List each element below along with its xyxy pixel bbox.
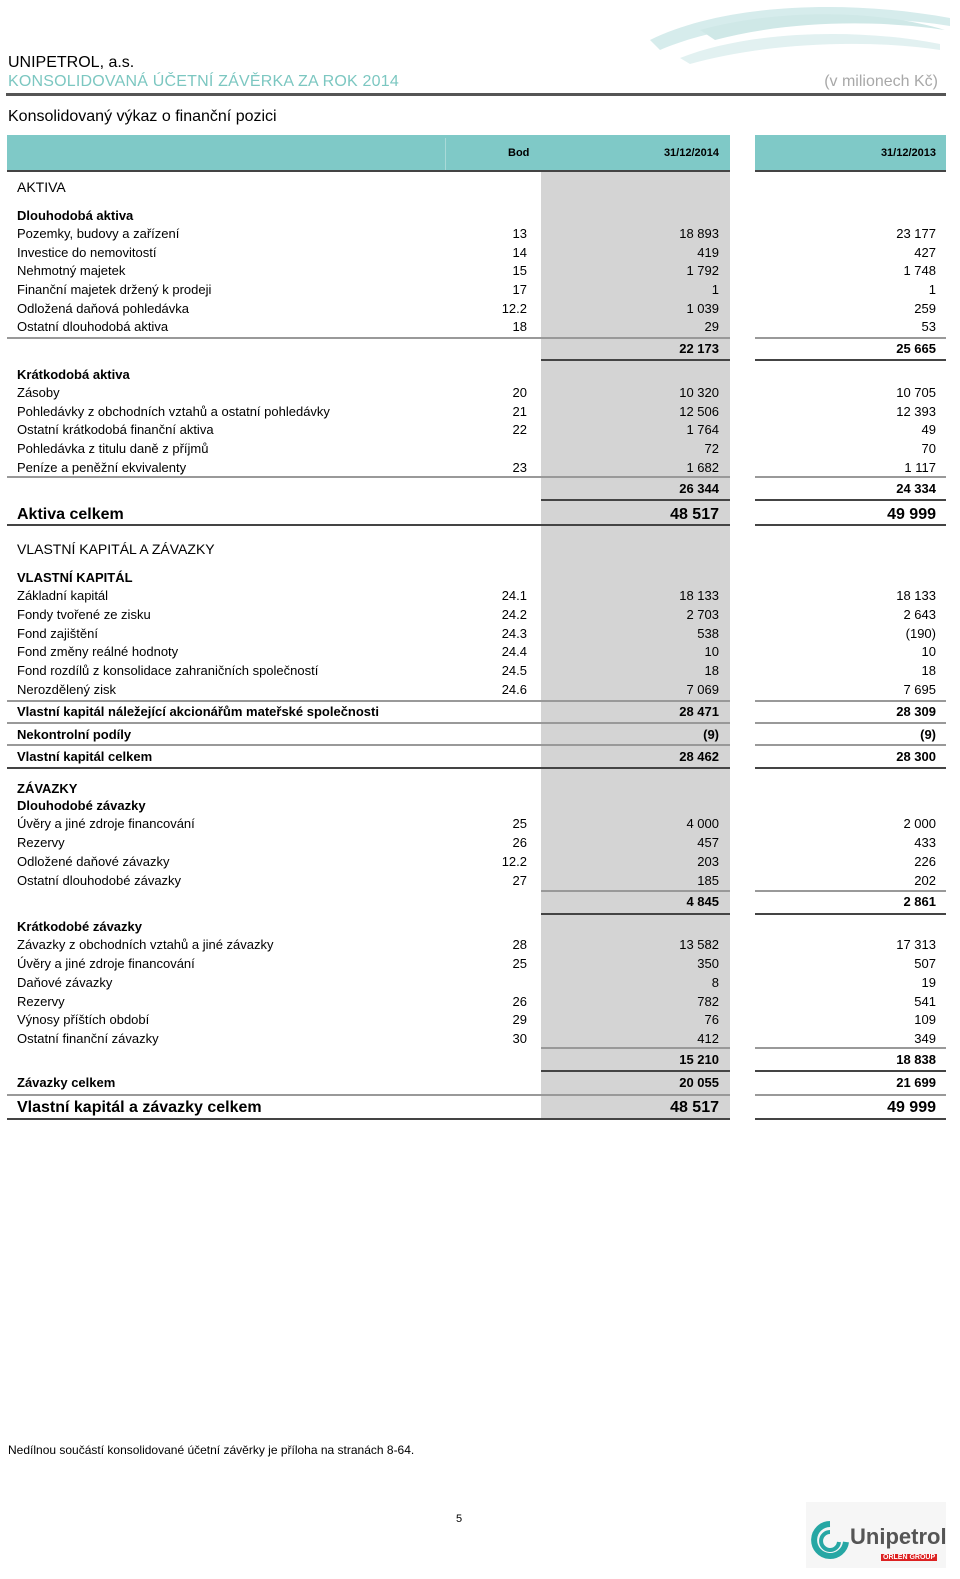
row-label: Závazky z obchodních vztahů a jiné závazky bbox=[17, 937, 274, 952]
row-note: 26 bbox=[512, 994, 527, 1009]
value-2013: 49 999 bbox=[887, 1099, 936, 1116]
row-note: 24.5 bbox=[501, 663, 527, 678]
row-note: 12.2 bbox=[501, 854, 527, 869]
table-rule bbox=[755, 524, 946, 526]
row-grand bbox=[0, 1099, 960, 1118]
unipetrol-logo-icon bbox=[810, 1520, 850, 1562]
value-2013: 18 133 bbox=[896, 588, 936, 603]
row-label: Závazky celkem bbox=[17, 1075, 116, 1090]
table-row bbox=[0, 937, 960, 956]
row-note: 20 bbox=[512, 385, 527, 400]
value-2013: 19 bbox=[921, 975, 936, 990]
row-label: Fond rozdílů z konsolidace zahraničních společností bbox=[17, 663, 319, 678]
table-row bbox=[0, 404, 960, 423]
table-rule bbox=[7, 767, 730, 769]
table-rule bbox=[541, 359, 730, 361]
row-note: 28 bbox=[512, 937, 527, 952]
header-separator bbox=[445, 138, 446, 170]
value-2014: 412 bbox=[697, 1031, 719, 1046]
row-note: 24.2 bbox=[501, 607, 527, 622]
value-2014: 185 bbox=[697, 873, 719, 888]
row-note: 24.1 bbox=[501, 588, 527, 603]
row-label: Vlastní kapitál celkem bbox=[17, 749, 153, 764]
table-rule bbox=[755, 700, 946, 702]
table-row bbox=[0, 607, 960, 626]
table-rule bbox=[541, 890, 730, 892]
value-2014: 28 462 bbox=[679, 749, 719, 764]
logo-subtext: ORLEN GROUP bbox=[883, 1554, 936, 1561]
value-2013: 1 117 bbox=[904, 460, 936, 475]
value-2013: 49 999 bbox=[887, 506, 936, 523]
table-rule bbox=[541, 499, 730, 501]
table-row bbox=[0, 1012, 960, 1031]
row-label: Investice do nemovitostí bbox=[17, 245, 157, 260]
value-2013: 28 309 bbox=[896, 704, 936, 719]
table-row bbox=[0, 226, 960, 245]
table-rule bbox=[755, 499, 946, 501]
row-note: 14 bbox=[512, 245, 527, 260]
value-2013: 427 bbox=[914, 245, 936, 260]
value-2014: 350 bbox=[697, 956, 719, 971]
value-2014: 18 bbox=[704, 663, 719, 678]
table-row bbox=[0, 644, 960, 663]
table-row bbox=[0, 422, 960, 441]
row-subtotal bbox=[0, 894, 960, 913]
row-subtotal bbox=[0, 481, 960, 500]
row-label: Fondy tvořené ze zisku bbox=[17, 607, 151, 622]
value-2013: 433 bbox=[914, 835, 936, 850]
row-label: Nekontrolní podíly bbox=[17, 727, 132, 742]
page-number: 5 bbox=[456, 1513, 463, 1525]
row-total bbox=[0, 1075, 960, 1094]
row-subhead bbox=[0, 919, 960, 938]
table-row bbox=[0, 975, 960, 994]
header-underline-2013 bbox=[755, 170, 946, 172]
table-rule bbox=[755, 722, 946, 724]
table-rule bbox=[755, 359, 946, 361]
row-label: Dlouhodobá aktiva bbox=[17, 208, 134, 223]
table-rule bbox=[755, 476, 946, 478]
value-2013: 226 bbox=[914, 854, 936, 869]
value-2014: 7 069 bbox=[686, 682, 719, 697]
value-2014: 22 173 bbox=[679, 341, 719, 356]
row-label: Zásoby bbox=[17, 385, 60, 400]
row-grand bbox=[0, 506, 960, 525]
row-label: Dlouhodobé závazky bbox=[17, 798, 146, 813]
table-rule bbox=[7, 1118, 730, 1120]
footnote: Nedílnou součástí konsolidované účetní závěrky je příloha na stranách 8-64. bbox=[8, 1443, 415, 1457]
row-total bbox=[0, 704, 960, 723]
table-row bbox=[0, 385, 960, 404]
row-subhead bbox=[0, 798, 960, 817]
row-label: Vlastní kapitál náležející akcionářům mateřské společnosti bbox=[17, 704, 379, 719]
table-rule bbox=[755, 890, 946, 892]
value-2014: 18 133 bbox=[679, 588, 719, 603]
value-2013: 28 300 bbox=[896, 749, 936, 764]
row-label: Fond změny reálné hodnoty bbox=[17, 644, 179, 659]
table-row bbox=[0, 994, 960, 1013]
table-row bbox=[0, 588, 960, 607]
value-2014: 28 471 bbox=[679, 704, 719, 719]
row-subhead bbox=[0, 208, 960, 227]
value-2014: 203 bbox=[697, 854, 719, 869]
table-rule bbox=[7, 524, 730, 526]
value-2013: 21 699 bbox=[896, 1075, 936, 1090]
table-row bbox=[0, 626, 960, 645]
table-rule bbox=[7, 337, 730, 339]
row-label: Ostatní dlouhodobá aktiva bbox=[17, 319, 169, 334]
value-2014: 29 bbox=[704, 319, 719, 334]
row-label: Aktiva celkem bbox=[17, 506, 124, 523]
row-subhead bbox=[0, 367, 960, 386]
row-label: Odložená daňová pohledávka bbox=[17, 301, 190, 316]
col-header-2013: 31/12/2013 bbox=[880, 147, 936, 159]
row-note: 25 bbox=[512, 816, 527, 831]
value-2013: (9) bbox=[920, 727, 936, 742]
logo-box bbox=[806, 1502, 946, 1568]
value-2013: (190) bbox=[905, 626, 936, 641]
units-label: (v milionech Kč) bbox=[824, 73, 938, 90]
report-subtitle: KONSOLIDOVANÁ ÚČETNÍ ZÁVĚRKA ZA ROK 2014 bbox=[8, 73, 399, 90]
row-label: Finanční majetek držený k prodeji bbox=[17, 282, 212, 297]
value-2013: 25 665 bbox=[896, 341, 936, 356]
value-2013: 2 000 bbox=[903, 816, 936, 831]
value-2013: 10 705 bbox=[896, 385, 936, 400]
logo-text: Unipetrol bbox=[850, 1524, 947, 1549]
value-2014: 76 bbox=[704, 1012, 719, 1027]
value-2013: 18 bbox=[921, 663, 936, 678]
value-2014: 457 bbox=[697, 835, 719, 850]
value-2014: 12 506 bbox=[679, 404, 719, 419]
table-rule bbox=[755, 1094, 946, 1096]
row-label: Nehmotný majetek bbox=[17, 263, 126, 278]
table-row bbox=[0, 319, 960, 338]
row-note: 21 bbox=[512, 404, 527, 419]
value-2014: 1 682 bbox=[686, 460, 719, 475]
swoosh-decoration bbox=[640, 0, 952, 66]
row-note: 22 bbox=[512, 422, 527, 437]
value-2014: 1 039 bbox=[686, 301, 719, 316]
table-rule bbox=[755, 1070, 946, 1072]
row-note: 24.4 bbox=[501, 644, 527, 659]
table-rule bbox=[541, 1047, 730, 1049]
row-label: Peníze a peněžní ekvivalenty bbox=[17, 460, 187, 475]
table-row bbox=[0, 816, 960, 835]
table-rule bbox=[755, 767, 946, 769]
table-rule bbox=[755, 1047, 946, 1049]
value-2014: 72 bbox=[704, 441, 719, 456]
row-note: 23 bbox=[512, 460, 527, 475]
row-label: Vlastní kapitál a závazky celkem bbox=[17, 1099, 262, 1116]
row-total bbox=[0, 749, 960, 768]
row-note: 25 bbox=[512, 956, 527, 971]
row-note: 24.3 bbox=[501, 626, 527, 641]
table-header-band bbox=[7, 135, 730, 171]
table-row bbox=[0, 956, 960, 975]
row-subtotal bbox=[0, 1052, 960, 1071]
table-row bbox=[0, 282, 960, 301]
row-label: VLASTNÍ KAPITÁL bbox=[17, 570, 133, 585]
value-2013: 10 bbox=[921, 644, 936, 659]
row-note: 30 bbox=[512, 1031, 527, 1046]
value-2013: 49 bbox=[921, 422, 936, 437]
row-label: Výnosy příštích období bbox=[17, 1012, 150, 1027]
row-subhead bbox=[0, 570, 960, 589]
col-header-2014: 31/12/2014 bbox=[663, 147, 719, 159]
value-2014: 419 bbox=[697, 245, 719, 260]
value-2014: 1 bbox=[711, 282, 719, 297]
row-note: 12.2 bbox=[501, 301, 527, 316]
value-2013: 349 bbox=[914, 1031, 936, 1046]
table-rule bbox=[755, 744, 946, 746]
table-rule bbox=[7, 722, 730, 724]
value-2013: 109 bbox=[914, 1012, 936, 1027]
table-row bbox=[0, 682, 960, 701]
row-label: Krátkodobá aktiva bbox=[17, 367, 130, 382]
row-label: VLASTNÍ KAPITÁL A ZÁVAZKY bbox=[17, 541, 215, 557]
value-2014: 10 bbox=[704, 644, 719, 659]
row-subtotal bbox=[0, 341, 960, 360]
value-2013: 23 177 bbox=[896, 226, 936, 241]
value-2014: 1 764 bbox=[686, 422, 719, 437]
value-2013: 541 bbox=[914, 994, 936, 1009]
table-row bbox=[0, 663, 960, 682]
value-2013: 259 bbox=[914, 301, 936, 316]
value-2014: 20 055 bbox=[679, 1075, 719, 1090]
row-label: ZÁVAZKY bbox=[17, 781, 78, 796]
value-2014: 782 bbox=[697, 994, 719, 1009]
row-note: 26 bbox=[512, 835, 527, 850]
value-2013: 70 bbox=[921, 441, 936, 456]
value-2014: 18 893 bbox=[679, 226, 719, 241]
value-2014: 538 bbox=[697, 626, 719, 641]
company-name: UNIPETROL, a.s. bbox=[8, 54, 135, 71]
value-2013: 202 bbox=[914, 873, 936, 888]
row-note: 13 bbox=[512, 226, 527, 241]
row-label: Ostatní dlouhodobé závazky bbox=[17, 873, 182, 888]
header-divider bbox=[6, 93, 946, 96]
row-label: Odložené daňové závazky bbox=[17, 854, 170, 869]
table-rule bbox=[755, 913, 946, 915]
row-note: 17 bbox=[512, 282, 527, 297]
value-2013: 53 bbox=[921, 319, 936, 334]
table-rule bbox=[7, 476, 730, 478]
value-2013: 17 313 bbox=[896, 937, 936, 952]
table-rule bbox=[7, 744, 730, 746]
value-2014: 8 bbox=[711, 975, 719, 990]
value-2014: 26 344 bbox=[679, 481, 719, 496]
row-label: Krátkodobé závazky bbox=[17, 919, 142, 934]
table-rule bbox=[541, 913, 730, 915]
value-2013: 12 393 bbox=[896, 404, 936, 419]
value-2014: 2 703 bbox=[686, 607, 719, 622]
value-2014: (9) bbox=[703, 727, 719, 742]
row-label: Úvěry a jiné zdroje financování bbox=[17, 816, 195, 831]
table-rule bbox=[7, 1094, 730, 1096]
row-note: 15 bbox=[512, 263, 527, 278]
row-label: Ostatní krátkodobá finanční aktiva bbox=[17, 422, 214, 437]
table-row bbox=[0, 245, 960, 264]
row-note: 18 bbox=[512, 319, 527, 334]
value-2013: 1 bbox=[928, 282, 936, 297]
value-2013: 7 695 bbox=[903, 682, 936, 697]
table-row bbox=[0, 854, 960, 873]
row-section bbox=[0, 179, 960, 198]
row-section bbox=[0, 541, 960, 560]
value-2014: 13 582 bbox=[679, 937, 719, 952]
table-rule bbox=[7, 700, 730, 702]
col-header-note: Bod bbox=[508, 147, 530, 159]
row-label: Rezervy bbox=[17, 994, 65, 1009]
row-label: Fond zajištění bbox=[17, 626, 98, 641]
row-label: Ostatní finanční závazky bbox=[17, 1031, 159, 1046]
row-note: 27 bbox=[512, 873, 527, 888]
value-2014: 4 000 bbox=[686, 816, 719, 831]
value-2014: 4 845 bbox=[686, 894, 719, 909]
row-note: 24.6 bbox=[501, 682, 527, 697]
value-2013: 2 643 bbox=[903, 607, 936, 622]
statement-title: Konsolidovaný výkaz o finanční pozici bbox=[8, 108, 277, 125]
table-row bbox=[0, 301, 960, 320]
table-rule bbox=[755, 1118, 946, 1120]
value-2014: 1 792 bbox=[686, 263, 719, 278]
row-label: Základní kapitál bbox=[17, 588, 109, 603]
value-2014: 15 210 bbox=[679, 1052, 719, 1067]
row-label: Úvěry a jiné zdroje financování bbox=[17, 956, 195, 971]
row-label: Nerozdělený zisk bbox=[17, 682, 116, 697]
value-2013: 507 bbox=[914, 956, 936, 971]
row-label: Daňové závazky bbox=[17, 975, 113, 990]
value-2013: 2 861 bbox=[903, 894, 936, 909]
table-rule bbox=[755, 337, 946, 339]
row-label: Pohledávka z titulu daně z příjmů bbox=[17, 441, 209, 456]
row-label: AKTIVA bbox=[17, 179, 66, 195]
table-rule bbox=[541, 1070, 730, 1072]
table-row bbox=[0, 263, 960, 282]
value-2014: 48 517 bbox=[670, 1099, 719, 1116]
row-label: Pozemky, budovy a zařízení bbox=[17, 226, 180, 241]
value-2014: 48 517 bbox=[670, 506, 719, 523]
value-2014: 10 320 bbox=[679, 385, 719, 400]
value-2013: 1 748 bbox=[903, 263, 936, 278]
row-label: Pohledávky z obchodních vztahů a ostatní pohledávky bbox=[17, 404, 330, 419]
value-2013: 24 334 bbox=[896, 481, 936, 496]
table-row bbox=[0, 441, 960, 460]
row-label: Rezervy bbox=[17, 835, 65, 850]
value-2013: 18 838 bbox=[896, 1052, 936, 1067]
row-note: 29 bbox=[512, 1012, 527, 1027]
table-row bbox=[0, 835, 960, 854]
